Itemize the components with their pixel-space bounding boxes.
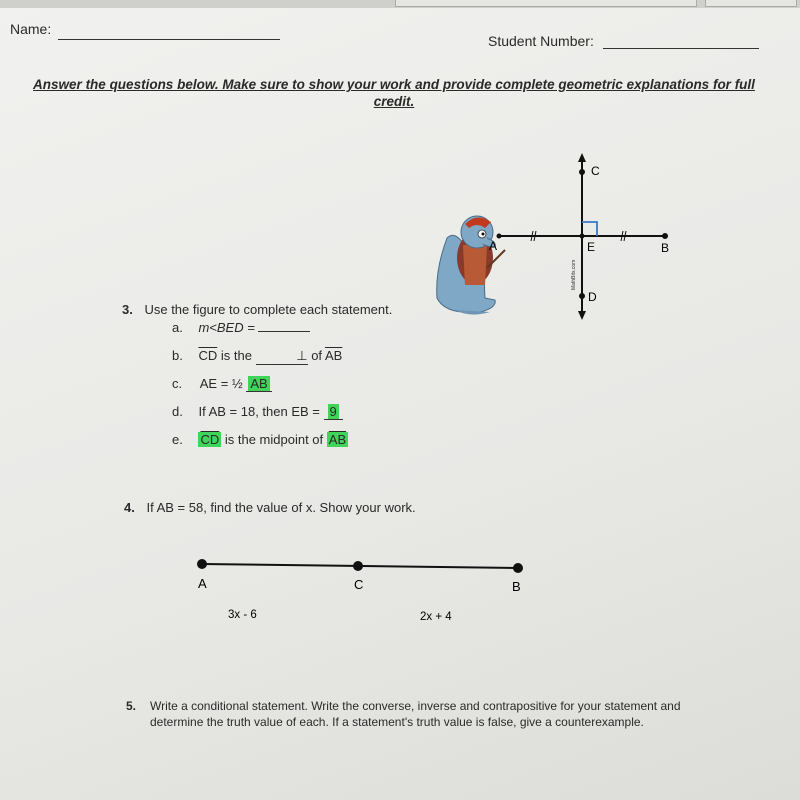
name-label: Name:: [10, 21, 52, 37]
q3c-row: [172, 376, 272, 392]
q3b-answer: ⊥: [256, 348, 308, 365]
q3d-letter: d.: [172, 404, 183, 419]
segment-diagram: [190, 552, 530, 632]
q3c-letter: c.: [172, 376, 183, 391]
point-c: [353, 561, 363, 571]
q3e-row: [172, 432, 348, 447]
seg-label-a: A: [198, 576, 207, 591]
q3c-text: AE = ½: [199, 376, 243, 391]
q4-prompt: If AB = 58, find the value of x. Show your work.: [146, 500, 416, 515]
name-field-line: [58, 39, 280, 40]
expr-cb: 2x + 4: [420, 611, 452, 623]
q3a-answer-blank: [258, 331, 310, 332]
q3-number: 3.: [122, 302, 133, 317]
q3e-seg-ab: $\overline{AB}$: [328, 432, 347, 447]
q3e-seg-cd: $\overline{CD}$: [200, 432, 220, 447]
q4-number: 4.: [124, 500, 135, 515]
dinosaur-teacher-image: [437, 216, 505, 315]
q3a-letter: a.: [172, 320, 183, 335]
q3b-text2: of: [311, 348, 323, 363]
q5-number: 5.: [126, 699, 137, 713]
watermark: MathBits.com: [571, 259, 577, 290]
seg-label-c: C: [354, 577, 364, 592]
point-a: [197, 559, 207, 569]
q3e-letter: e.: [172, 432, 183, 447]
q3a-row: [172, 320, 310, 335]
expr-ac: 3x - 6: [228, 609, 257, 621]
seg-label-b: B: [512, 579, 521, 594]
q3b-seg-cd: $\overline{CD}$: [198, 348, 218, 363]
label-b: B: [661, 241, 670, 255]
top-tab: [705, 0, 797, 7]
q3-prompt: Use the figure to complete each statement.: [144, 302, 393, 317]
instructions: Answer the questions below. Make sure to show your work and provide complete geometric explanations for full credit.: [33, 77, 755, 109]
q3c-answer: AB: [250, 376, 268, 391]
label-a: A: [489, 239, 498, 253]
label-e: E: [587, 240, 596, 254]
q3d-text: If AB = 18, then EB =: [198, 404, 320, 419]
point-b: [513, 563, 523, 573]
label-d: D: [588, 290, 597, 304]
q3b-seg-ab: $\overline{AB}$: [324, 348, 343, 363]
q3b-row: [172, 348, 342, 365]
q3b-text1: is the: [220, 348, 252, 363]
label-c: C: [591, 164, 600, 178]
q5-prompt: Write a conditional statement. Write the converse, inverse and contrapositive for your statement and determine the truth value of each. If a statement's truth value is false, give a counterexample.: [150, 699, 681, 729]
q3e-text: is the midpoint of: [224, 432, 324, 447]
q3b-letter: b.: [172, 348, 183, 363]
q4-prompt-row: [124, 500, 416, 515]
q3a-text: m<BED =: [198, 320, 255, 335]
q3d-row: [172, 404, 343, 420]
student-number-field-line: [603, 48, 759, 49]
q5-row: [126, 698, 726, 730]
student-number-label: Student Number:: [488, 33, 594, 49]
geometry-figure: [425, 150, 695, 325]
q3-prompt-row: [122, 302, 392, 317]
q3d-answer: 9: [329, 404, 337, 419]
top-tab: [395, 0, 697, 7]
window-top-strip: [0, 0, 800, 8]
